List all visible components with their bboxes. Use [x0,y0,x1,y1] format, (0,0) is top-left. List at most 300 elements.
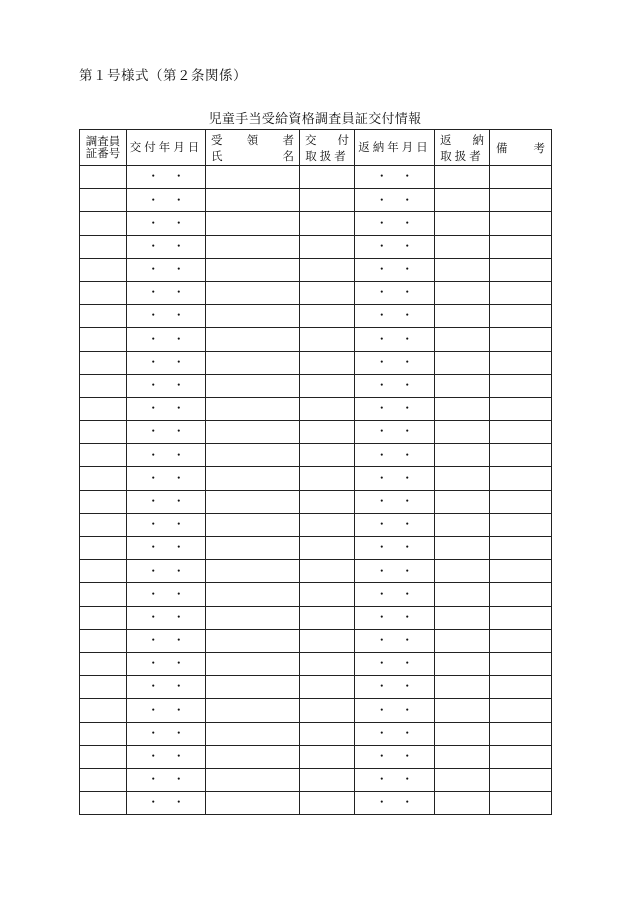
date-separator: ・ [376,470,388,485]
cell-issue-handler[interactable] [300,212,355,235]
cell-remarks[interactable] [490,745,552,768]
date-separator: ・ [376,285,388,300]
cell-remarks[interactable] [490,676,552,699]
cell-return-handler[interactable] [435,513,490,536]
cell-number[interactable] [80,166,127,189]
cell-return-handler[interactable] [435,560,490,583]
cell-number[interactable] [80,328,127,351]
header-remarks: 備 考 [490,130,552,166]
cell-issue-handler[interactable] [300,745,355,768]
cell-issue-date[interactable] [127,745,206,768]
table-row [80,374,552,397]
cell-issue-handler[interactable] [300,444,355,467]
cell-remarks[interactable] [490,467,552,490]
table-row [80,699,552,722]
table-row [80,467,552,490]
cell-recipient-name[interactable] [206,281,300,304]
cell-issue-handler[interactable] [300,421,355,444]
cell-number[interactable] [80,652,127,675]
header-issue-handler: 交 付 取扱者 [300,130,355,166]
cell-remarks[interactable] [490,351,552,374]
cell-recipient-name[interactable] [206,305,300,328]
date-separator: ・ [376,517,388,532]
cell-number[interactable] [80,537,127,560]
cell-return-date[interactable] [355,768,435,791]
cell-issue-handler[interactable] [300,768,355,791]
date-separator: ・ [173,702,185,717]
date-separator: ・ [376,540,388,555]
cell-issue-date[interactable] [127,397,206,420]
cell-remarks[interactable] [490,235,552,258]
cell-issue-handler[interactable] [300,235,355,258]
cell-issue-date[interactable] [127,467,206,490]
cell-return-handler[interactable] [435,792,490,815]
cell-recipient-name[interactable] [206,328,300,351]
cell-return-handler[interactable] [435,583,490,606]
cell-number[interactable] [80,374,127,397]
cell-return-date[interactable] [355,629,435,652]
cell-return-date[interactable] [355,328,435,351]
date-separator: ・ [401,679,413,694]
date-separator: ・ [376,656,388,671]
cell-recipient-name[interactable] [206,745,300,768]
date-separator: ・ [376,795,388,810]
cell-return-date[interactable] [355,166,435,189]
cell-return-date[interactable] [355,421,435,444]
cell-number[interactable] [80,235,127,258]
date-separator: ・ [173,679,185,694]
date-separator: ・ [376,725,388,740]
date-separator: ・ [401,470,413,485]
date-separator: ・ [147,169,159,184]
cell-recipient-name[interactable] [206,537,300,560]
date-separator: ・ [173,540,185,555]
date-separator: ・ [147,285,159,300]
date-separator: ・ [147,424,159,439]
cell-return-handler[interactable] [435,166,490,189]
date-separator: ・ [147,586,159,601]
cell-return-handler[interactable] [435,305,490,328]
cell-number[interactable] [80,629,127,652]
cell-number[interactable] [80,745,127,768]
date-separator: ・ [173,285,185,300]
date-separator: ・ [173,424,185,439]
date-separator: ・ [401,308,413,323]
date-separator: ・ [173,749,185,764]
date-separator: ・ [173,493,185,508]
date-separator: ・ [401,192,413,207]
cell-issue-handler[interactable] [300,560,355,583]
cell-return-handler[interactable] [435,281,490,304]
cell-number[interactable] [80,281,127,304]
table-row [80,444,552,467]
date-separator: ・ [173,517,185,532]
date-separator: ・ [147,238,159,253]
cell-remarks[interactable] [490,490,552,513]
cell-issue-date[interactable] [127,374,206,397]
cell-issue-date[interactable] [127,722,206,745]
cell-recipient-name[interactable] [206,258,300,281]
cell-recipient-name[interactable] [206,467,300,490]
cell-issue-handler[interactable] [300,792,355,815]
cell-number[interactable] [80,351,127,374]
cell-number[interactable] [80,189,127,212]
cell-number[interactable] [80,699,127,722]
cell-recipient-name[interactable] [206,606,300,629]
cell-recipient-name[interactable] [206,583,300,606]
cell-number[interactable] [80,490,127,513]
cell-issue-date[interactable] [127,189,206,212]
cell-return-date[interactable] [355,397,435,420]
cell-issue-date[interactable] [127,258,206,281]
table-row [80,166,552,189]
date-separator: ・ [401,749,413,764]
date-separator: ・ [173,262,185,277]
date-separator: ・ [147,192,159,207]
cell-return-handler[interactable] [435,328,490,351]
table-row [80,560,552,583]
cell-recipient-name[interactable] [206,212,300,235]
date-separator: ・ [401,586,413,601]
date-separator: ・ [147,540,159,555]
cell-number[interactable] [80,676,127,699]
date-separator: ・ [173,238,185,253]
date-separator: ・ [376,609,388,624]
header-number: 調査員 証番号 [80,130,127,166]
cell-remarks[interactable] [490,699,552,722]
cell-issue-handler[interactable] [300,629,355,652]
cell-number[interactable] [80,421,127,444]
table-row [80,629,552,652]
cell-remarks[interactable] [490,792,552,815]
date-separator: ・ [147,331,159,346]
cell-recipient-name[interactable] [206,444,300,467]
date-separator: ・ [147,633,159,648]
cell-number[interactable] [80,606,127,629]
cell-issue-handler[interactable] [300,374,355,397]
cell-return-date[interactable] [355,513,435,536]
cell-issue-date[interactable] [127,444,206,467]
cell-remarks[interactable] [490,421,552,444]
document-title: 児童手当受給資格調査員証交付情報 [208,112,422,127]
cell-remarks[interactable] [490,722,552,745]
cell-return-date[interactable] [355,537,435,560]
date-separator: ・ [401,702,413,717]
table-row [80,676,552,699]
cell-recipient-name[interactable] [206,351,300,374]
cell-return-handler[interactable] [435,652,490,675]
cell-issue-date[interactable] [127,560,206,583]
table-row [80,768,552,791]
cell-issue-date[interactable] [127,606,206,629]
cell-recipient-name[interactable] [206,235,300,258]
cell-issue-handler[interactable] [300,397,355,420]
date-separator: ・ [376,493,388,508]
cell-remarks[interactable] [490,444,552,467]
cell-issue-handler[interactable] [300,676,355,699]
cell-number[interactable] [80,722,127,745]
cell-number[interactable] [80,467,127,490]
cell-issue-handler[interactable] [300,328,355,351]
cell-number[interactable] [80,397,127,420]
cell-number[interactable] [80,583,127,606]
cell-return-date[interactable] [355,281,435,304]
form-label: 第１号様式（第２条関係） [79,68,247,84]
date-separator: ・ [376,424,388,439]
date-separator: ・ [376,192,388,207]
cell-issue-handler[interactable] [300,189,355,212]
header-return-handler: 返 納 取扱者 [435,130,490,166]
cell-recipient-name[interactable] [206,652,300,675]
cell-issue-date[interactable] [127,421,206,444]
date-separator: ・ [401,493,413,508]
cell-remarks[interactable] [490,606,552,629]
date-separator: ・ [147,262,159,277]
cell-return-date[interactable] [355,560,435,583]
cell-remarks[interactable] [490,305,552,328]
header-return-date: 返納年月日 [355,130,435,166]
cell-issue-date[interactable] [127,768,206,791]
cell-return-date[interactable] [355,722,435,745]
cell-remarks[interactable] [490,583,552,606]
date-separator: ・ [147,725,159,740]
cell-number[interactable] [80,560,127,583]
cell-remarks[interactable] [490,768,552,791]
date-separator: ・ [376,702,388,717]
cell-issue-date[interactable] [127,328,206,351]
cell-issue-handler[interactable] [300,490,355,513]
cell-issue-handler[interactable] [300,305,355,328]
cell-number[interactable] [80,768,127,791]
cell-recipient-name[interactable] [206,699,300,722]
cell-recipient-name[interactable] [206,397,300,420]
cell-remarks[interactable] [490,560,552,583]
cell-return-handler[interactable] [435,351,490,374]
cell-return-date[interactable] [355,583,435,606]
cell-return-handler[interactable] [435,235,490,258]
cell-issue-handler[interactable] [300,513,355,536]
date-separator: ・ [376,563,388,578]
cell-return-date[interactable] [355,745,435,768]
date-separator: ・ [173,586,185,601]
date-separator: ・ [401,285,413,300]
cell-remarks[interactable] [490,652,552,675]
cell-return-date[interactable] [355,606,435,629]
cell-return-date[interactable] [355,792,435,815]
date-separator: ・ [173,656,185,671]
date-separator: ・ [147,215,159,230]
cell-remarks[interactable] [490,189,552,212]
cell-issue-handler[interactable] [300,467,355,490]
date-separator: ・ [401,517,413,532]
cell-issue-handler[interactable] [300,258,355,281]
date-separator: ・ [401,656,413,671]
date-separator: ・ [401,262,413,277]
date-separator: ・ [173,633,185,648]
cell-recipient-name[interactable] [206,629,300,652]
table-row [80,537,552,560]
cell-return-handler[interactable] [435,421,490,444]
cell-remarks[interactable] [490,629,552,652]
table-row [80,397,552,420]
cell-remarks[interactable] [490,281,552,304]
cell-recipient-name[interactable] [206,792,300,815]
cell-return-handler[interactable] [435,189,490,212]
date-separator: ・ [173,378,185,393]
cell-number[interactable] [80,513,127,536]
cell-return-handler[interactable] [435,397,490,420]
cell-issue-date[interactable] [127,676,206,699]
cell-return-date[interactable] [355,490,435,513]
cell-recipient-name[interactable] [206,560,300,583]
date-separator: ・ [147,354,159,369]
date-separator: ・ [147,702,159,717]
cell-return-date[interactable] [355,235,435,258]
date-separator: ・ [173,470,185,485]
date-separator: ・ [173,563,185,578]
cell-recipient-name[interactable] [206,490,300,513]
cell-issue-handler[interactable] [300,652,355,675]
cell-return-handler[interactable] [435,537,490,560]
cell-number[interactable] [80,305,127,328]
table-row [80,189,552,212]
cell-recipient-name[interactable] [206,421,300,444]
date-separator: ・ [401,401,413,416]
table-row [80,421,552,444]
cell-issue-handler[interactable] [300,606,355,629]
cell-issue-handler[interactable] [300,583,355,606]
cell-recipient-name[interactable] [206,722,300,745]
date-separator: ・ [173,725,185,740]
cell-return-date[interactable] [355,374,435,397]
cell-issue-date[interactable] [127,699,206,722]
date-separator: ・ [376,331,388,346]
cell-issue-date[interactable] [127,351,206,374]
cell-return-handler[interactable] [435,745,490,768]
cell-number[interactable] [80,444,127,467]
cell-return-date[interactable] [355,351,435,374]
cell-return-date[interactable] [355,467,435,490]
cell-remarks[interactable] [490,537,552,560]
cell-remarks[interactable] [490,258,552,281]
cell-issue-date[interactable] [127,490,206,513]
cell-return-handler[interactable] [435,490,490,513]
cell-issue-date[interactable] [127,513,206,536]
date-separator: ・ [173,354,185,369]
table-row [80,305,552,328]
cell-issue-handler[interactable] [300,351,355,374]
cell-remarks[interactable] [490,374,552,397]
cell-issue-date[interactable] [127,652,206,675]
cell-recipient-name[interactable] [206,676,300,699]
cell-return-handler[interactable] [435,699,490,722]
cell-issue-handler[interactable] [300,699,355,722]
cell-return-handler[interactable] [435,768,490,791]
cell-issue-date[interactable] [127,281,206,304]
cell-issue-handler[interactable] [300,166,355,189]
date-separator: ・ [376,169,388,184]
cell-return-date[interactable] [355,305,435,328]
cell-return-handler[interactable] [435,212,490,235]
date-separator: ・ [173,192,185,207]
cell-return-handler[interactable] [435,258,490,281]
cell-issue-date[interactable] [127,629,206,652]
cell-remarks[interactable] [490,397,552,420]
date-separator: ・ [376,308,388,323]
date-separator: ・ [376,401,388,416]
cell-return-handler[interactable] [435,629,490,652]
date-separator: ・ [173,447,185,462]
cell-issue-date[interactable] [127,583,206,606]
date-separator: ・ [147,470,159,485]
cell-issue-handler[interactable] [300,537,355,560]
date-separator: ・ [376,354,388,369]
date-separator: ・ [376,772,388,787]
cell-return-handler[interactable] [435,606,490,629]
cell-recipient-name[interactable] [206,166,300,189]
table-row [80,235,552,258]
date-separator: ・ [147,656,159,671]
cell-recipient-name[interactable] [206,374,300,397]
cell-issue-date[interactable] [127,792,206,815]
table-row [80,583,552,606]
date-separator: ・ [401,238,413,253]
cell-return-date[interactable] [355,189,435,212]
cell-return-date[interactable] [355,652,435,675]
cell-issue-date[interactable] [127,166,206,189]
cell-issue-date[interactable] [127,305,206,328]
cell-issue-handler[interactable] [300,281,355,304]
cell-return-handler[interactable] [435,467,490,490]
cell-return-handler[interactable] [435,444,490,467]
cell-return-handler[interactable] [435,722,490,745]
cell-number[interactable] [80,212,127,235]
cell-return-handler[interactable] [435,676,490,699]
cell-number[interactable] [80,258,127,281]
date-separator: ・ [173,795,185,810]
cell-recipient-name[interactable] [206,189,300,212]
date-separator: ・ [376,447,388,462]
cell-remarks[interactable] [490,328,552,351]
header-issue-date: 交付年月日 [127,130,206,166]
cell-number[interactable] [80,792,127,815]
cell-return-date[interactable] [355,676,435,699]
date-separator: ・ [173,169,185,184]
date-separator: ・ [147,609,159,624]
cell-return-date[interactable] [355,212,435,235]
cell-issue-date[interactable] [127,235,206,258]
cell-remarks[interactable] [490,166,552,189]
cell-remarks[interactable] [490,513,552,536]
cell-return-handler[interactable] [435,374,490,397]
table-row [80,513,552,536]
cell-issue-handler[interactable] [300,722,355,745]
cell-return-date[interactable] [355,258,435,281]
date-separator: ・ [147,401,159,416]
cell-return-date[interactable] [355,699,435,722]
cell-issue-date[interactable] [127,537,206,560]
cell-return-date[interactable] [355,444,435,467]
table-row [80,722,552,745]
date-separator: ・ [401,354,413,369]
cell-remarks[interactable] [490,212,552,235]
date-separator: ・ [376,679,388,694]
cell-recipient-name[interactable] [206,768,300,791]
table-row [80,258,552,281]
cell-recipient-name[interactable] [206,513,300,536]
register-body [80,166,552,815]
cell-issue-date[interactable] [127,212,206,235]
